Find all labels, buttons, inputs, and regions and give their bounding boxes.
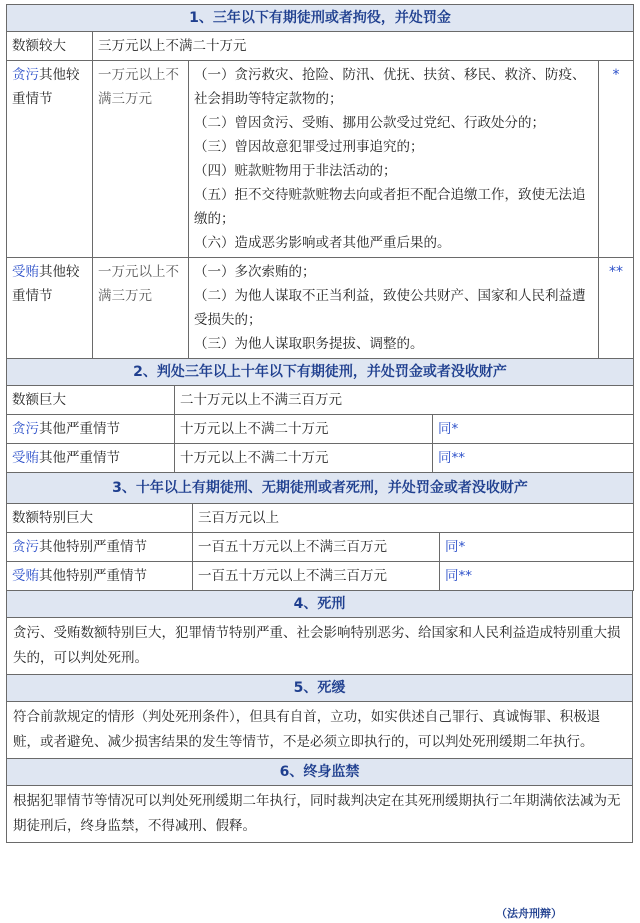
condition-item: （二）为他人谋取不正当利益，致使公共财产、国家和人民利益遭受损失的； [194,288,586,328]
condition-item: （四）赃款赃物用于非法活动的； [194,163,397,179]
amount-huge-label: 数额巨大 [7,386,175,415]
section-4-title: 4、死刑 [7,591,633,618]
amount-large-label: 数额较大 [7,32,93,61]
amount-extreme-value: 三百万元以上 [193,504,634,533]
embezzle-extreme-same: 同* [440,533,634,562]
condition-item: （一）贪污救灾、抢险、防汛、优抚、扶贫、移民、救济、防疫、社会捐助等特定款物的； [194,67,586,107]
bribe-extreme-amount: 一百五十万元以上不满三百万元 [193,562,440,591]
embezzle-conditions [189,61,599,258]
section-6-text: 根据犯罪情节等情况可以判处死刑缓期二年执行，同时裁判决定在其死刑缓期执行二年期满依法减为无期徒刑后，终身监禁，不得减刑、假释。 [7,786,633,843]
section-5-text: 符合前款规定的情形（判处死刑条件），但具有自首，立功，如实供述自己罪行、真诚悔罪、积极退赃，或者避免、减少损害结果的发生等情节，不是必须立即执行的，可以判处死刑缓期二年执行。 [7,702,633,759]
condition-item: （二）曾因贪污、受贿、挪用公款受过党纪、行政处分的； [194,115,545,131]
bribe-mark: ** [599,258,634,359]
sentencing-table-page [6,4,633,843]
section-2-table [6,358,634,473]
embezzle-mark: * [599,61,634,258]
bribe-other-amount: 一万元以上不满三万元 [93,258,189,359]
bribe-serious-label: 受贿其他严重情节 [7,444,175,473]
embezzle-serious-amount: 十万元以上不满二十万元 [175,415,433,444]
embezzle-other-amount: 一万元以上不满三万元 [93,61,189,258]
section-3-title: 3、十年以上有期徒刑、无期徒刑或者死刑，并处罚金或者没收财产 [7,473,634,504]
amount-extreme-label: 数额特别巨大 [7,504,193,533]
source-watermark: （法舟刑辩） [496,907,562,920]
section-1-table [6,4,634,359]
amount-huge-value: 二十万元以上不满三百万元 [175,386,634,415]
amount-large-value: 三万元以上不满二十万元 [93,32,634,61]
embezzle-other-label: 贪污其他较重情节 [7,61,93,258]
section-5-title: 5、死缓 [7,675,633,702]
section-6-title: 6、终身监禁 [7,759,633,786]
bribe-extreme-same: 同** [440,562,634,591]
condition-item: （三）为他人谋取职务提拔、调整的。 [194,336,424,352]
section-3-table [6,472,634,591]
section-4-text: 贪污、受贿数额特别巨大，犯罪情节特别严重、社会影响特别恶劣、给国家和人民利益造成特别重大损失的，可以判处死刑。 [7,618,633,675]
bribe-conditions [189,258,599,359]
condition-item: （一）多次索贿的； [194,264,316,280]
bribe-serious-same: 同** [433,444,634,473]
section-4-6-table [6,590,633,843]
embezzle-serious-same: 同* [433,415,634,444]
embezzle-serious-label: 贪污其他严重情节 [7,415,175,444]
condition-item: （六）造成恶劣影响或者其他严重后果的。 [194,235,451,251]
bribe-serious-amount: 十万元以上不满二十万元 [175,444,433,473]
embezzle-extreme-label: 贪污其他特别严重情节 [7,533,193,562]
condition-item: （三）曾因故意犯罪受过刑事追究的； [194,139,424,155]
section-1-title: 1、三年以下有期徒刑或者拘役，并处罚金 [7,5,634,32]
embezzle-extreme-amount: 一百五十万元以上不满三百万元 [193,533,440,562]
bribe-other-label: 受贿其他较重情节 [7,258,93,359]
condition-item: （五）拒不交待赃款赃物去向或者拒不配合追缴工作，致使无法追缴的； [194,187,586,227]
bribe-extreme-label: 受贿其他特别严重情节 [7,562,193,591]
section-2-title: 2、判处三年以上十年以下有期徒刑，并处罚金或者没收财产 [7,359,634,386]
